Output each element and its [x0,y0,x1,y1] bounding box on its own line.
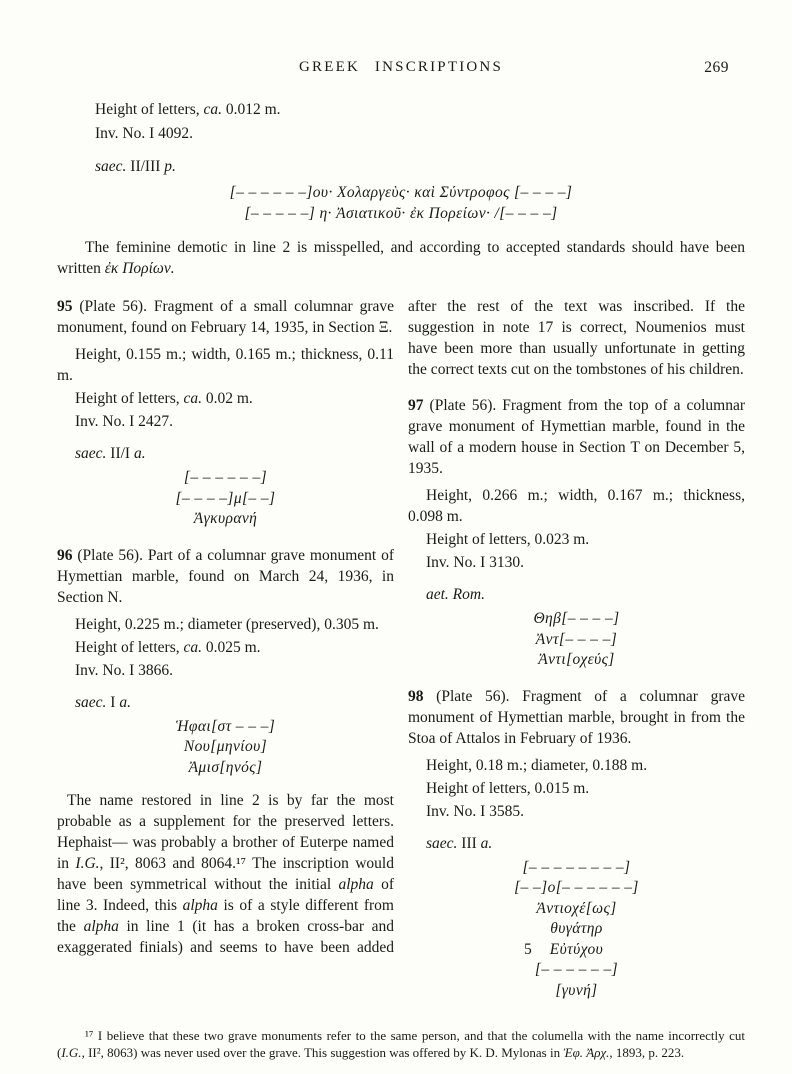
entry-96-heading [57,545,394,608]
entry-95-heading [57,296,394,338]
page-number: 269 [704,59,729,76]
height-of-letters-line: Height of letters, ca. 0.025 m. [75,638,261,656]
greek-inscription [57,717,394,779]
commentary-paragraph: The feminine demotic in line 2 is misspelled, and according to accepted standards should have been written ἐκ Πορίων. [57,239,745,277]
inventory-number-line: Inv. No. I 3866. [75,661,174,679]
entry-97-heading [408,395,745,479]
inventory-number-line: Inv. No. I 3585. [426,802,525,820]
line-number: 5 [524,940,532,958]
greek-inscription [57,468,394,530]
entry-heading-text: (Plate 56). Fragment from the top of a columnar grave monument of Hymettian marble, found in the wall of a modern house in Section Τ on December 5, 1935. [408,397,746,477]
inscription-line: θυγάτηρ [550,920,603,937]
inscription-line: Ἀντιοχέ[ως] [536,899,617,917]
dimensions-line: Height, 0.18 m.; diameter, 0.188 m. [426,756,648,774]
column-right [408,296,745,1011]
inscription-line: [– – – –]μ[– –] [175,489,276,507]
inscription-line: Ἀντι[οχεύς] [538,651,615,668]
entry-94-tail [57,99,745,279]
date-line: saec. II/III p. [95,158,176,175]
inscription-line: [– – – – – –] [183,469,268,486]
inscription-line: [– – – – – –]ου· Χολαργεὺς· καὶ Σύντροφος [– – – –] [229,184,573,201]
greek-inscription [408,609,745,671]
date-line: saec. II/I a. [75,445,146,462]
inscription-line: Ἀγκυρανή [193,510,258,527]
height-of-letters-line: Height of letters, 0.015 m. [426,779,590,797]
height-of-letters-line: Height of letters, ca. 0.02 m. [75,390,253,407]
entry-number: 98 [408,687,424,705]
running-head [57,57,745,79]
inscription-line: [– – – – –] η· Ἀσιατικοῦ· ἐκ Πορείων· /[– – – –] [244,204,558,222]
page-content [57,57,745,1074]
entry-heading-text: (Plate 56). Fragment of a small columnar grave monument, found on February 14, 1935, in Section Ξ. [57,298,395,336]
entry-heading-text: (Plate 56). Fragment of a columnar grave monument of Hymettian marble, brought in from the Stoa of Attalos in February of 1936. [408,687,746,747]
dimensions-line: Height, 0.225 m.; diameter (preserved), 0.305 m. [75,615,379,633]
greek-inscription [57,183,745,224]
inscription-line: [– – – – – –] [534,961,619,978]
discussion-paragraph: The name restored in line 2 is by far the most probable as a supplement for the preserved letters. Hephaist— was probably a brother of Euterpe named in I.G., II², 8063 and 8064.¹⁷ The inscription would have been symmetrical without the initial alpha of line 3. Indeed, this alpha is of a style different from the alpha in line 1 (it has a broken cross-bar and exaggerated finials) and seems to have been added [57,792,395,956]
inscription-line: Ἀντ[– – – –] [535,630,618,648]
inscription-line: [– –]ο[– – – – – –] [514,879,639,896]
inscription-line: Ἀμισ[ηνός] [188,758,263,776]
entry-number: 97 [408,397,424,414]
column-left [57,296,394,1011]
date-line: saec. I a. [75,693,131,711]
inventory-number-line: Inv. No. I 3130. [426,554,525,571]
greek-inscription [408,858,745,1002]
inscription-line: Θηβ[– – – –] [533,610,620,627]
discussion-continuation: after the rest of the text was inscribed. If the suggestion in note 17 is correct, Noumenios must have been more than usually unfortunate in getting the correct texts cut on the tombstones of his children. [408,298,745,378]
inventory-number-line: Inv. No. I 4092. [95,125,194,142]
height-of-letters-line: Height of letters, ca. 0.012 m. [95,101,281,118]
inscription-text: Εὐτύχου [549,940,604,958]
inscription-line: Νου[μηνίου] [183,738,268,755]
dimensions-line: Height, 0.155 m.; width, 0.165 m.; thickness, 0.11 m. [57,346,394,384]
inscription-line: [– – – – – – – –] [522,858,631,876]
entry-number: 96 [57,546,73,564]
entry-number: 95 [57,298,73,315]
height-of-letters-line: Height of letters, 0.023 m. [426,531,590,548]
inscription-line [408,940,745,961]
entry-heading-text: (Plate 56). Part of a columnar grave monument of Hymettian marble, found on March 24, 1936, in Section Ν. [57,546,394,606]
date-line: aet. Rom. [426,586,485,603]
inventory-number-line: Inv. No. I 2427. [75,413,174,430]
entry-98-heading [408,686,745,749]
page-title: GREEK INSCRIPTIONS [298,59,504,75]
inscription-line: [γυνή] [555,981,598,999]
dimensions-line: Height, 0.266 m.; width, 0.167 m.; thickness, 0.098 m. [408,487,745,525]
date-line: saec. III a. [426,834,493,852]
two-column-section [57,296,745,1011]
footnote-17: ¹⁷ I believe that these two grave monuments refer to the same person, and that the columella with the name incorrectly cut (I.G., II², 8063) was never used over the grave. This suggestion was offered by K. D. Mylonas in Ἐφ. Ἀρχ., 1893, p. 223. [57,1028,745,1060]
inscription-line: Ἡφαι[στ – – –] [175,717,276,735]
